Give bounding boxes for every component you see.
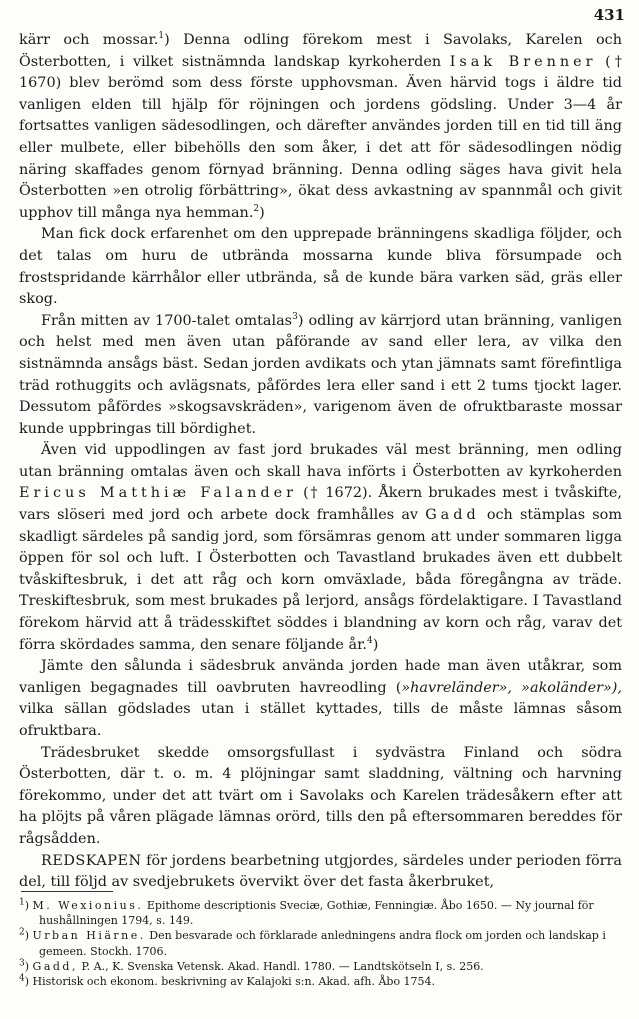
text-run: ) (372, 636, 379, 653)
text-run: Även vid uppodlingen av fast jord brukades väl mest bränning, men odling utan bränning omtalas även och skall hava införts i Österbotten av kyrkoherden (19, 442, 622, 480)
footnote: $^3$) Gadd, P. A., K. Svenska Vetensk. Akad. Handl. 1780. — Landtskötseln I, s. 256. (19, 958, 484, 973)
footnote-mark: 3 (19, 958, 25, 969)
body-text (19, 30, 622, 894)
footnote-ref: 3 (292, 311, 298, 322)
footnote: $^2$) Urban Hiärne. Den besvarade och förklarade anledningens andra flock om jorden och landskap i gemeen. Stockh. 1706. (19, 927, 606, 958)
footnote-ref: 1 (158, 31, 165, 42)
text-run: kärr och mossar. (19, 32, 159, 48)
paragraph-6: Trädesbruket skedde omsorgsfullast i sydvästra Finland och södra Österbotten, där t. o. m. 4 plöjningar samt sladdning, vältning och harvning förekommo, under det att tvärt om i Savolaks och Karelen trädesåkern efter att ha plöjts på våren plägade lämnas orörd, tills den på eftersommaren bereddes för rågsådden. (19, 744, 622, 847)
footnote-text: Epithome descriptionis Sveciæ, Gothiæ, Fenningiæ. Åbo 1650. — Ny journal för hushållningen 1794, s. 149. (39, 899, 594, 928)
text-run: ) (259, 204, 265, 221)
paragraph-5 (19, 656, 622, 742)
footnotes (19, 898, 622, 989)
text-run: ) Denna odling förekom mest i Savolaks, Karelen och Österbotten, i vilket sistnämnda landskap kyrkoherden (19, 32, 622, 70)
author-name: Urban Hiärne. (32, 929, 146, 943)
paragraph-2: Man fick dock erfarenhet om den upprepade bränningens skadliga följder, och det talas om huru de utbrända mossarna kunde bliva försumpade och frostspridande kärrhålor eller utbrända, så de kunde bära varken säd, gräs eller skog. (19, 226, 622, 308)
text-run: ) odling av kärrjord utan bränning, vanligen och helst med men även utan påförande av sand eller lera, av vilka den sistnämnda ansågs bäst. Sedan jorden avdikats och ytan jämnats samt förefintliga träd rothuggits och avlägsnats, påfördes lera eller sand i ett 2 tums tjockt lager. Dessutom påfördes »skogsavskräden», varigenom även de ofruktbaraste mossar kunde uppbringas till bördighet. (19, 312, 622, 437)
paragraph-7 (19, 851, 622, 894)
footnote-ref: 4 (366, 635, 373, 646)
text-run: Från mitten av 1700-talet omtalas (41, 312, 293, 329)
text-run: († 1670) blev berömd som dess förste upphovsman. Även härvid togs i äldre tid vanligen elden till hjälp för röjningen och jordens gödsling. Under 3—4 år fortsattes vanligen sädesodlingen, och därefter användes jorden till en tid till äng eller mulbete, eller bibehölls den som åker, i det att för sädesodlingen nödig näring skaffades genom förnyad bränning. Denna odling säges hava givit hela Österbotten »en otrolig förbättring», ökat dess avkastning av spannmål och givit upphov till många nya hemman. (19, 53, 622, 221)
footnote-divider (21, 891, 113, 892)
section-lead: REDSKAPEN (41, 852, 142, 869)
text-run: vilka sällan gödslades utan i stället kyttades, tills de måste lämnas såsom ofruktbara. (19, 701, 622, 739)
author-name: Gadd, (32, 959, 78, 973)
footnote-ref: 2 (253, 203, 260, 214)
footnote-text: Den besvarade och förklarade anledningens andra flock om jorden och landskap i gemeen. Stockh. 1706. (39, 929, 606, 958)
footnote-mark: 2 (19, 927, 25, 938)
footnote-mark: 1 (19, 897, 25, 908)
person-name: Isak Brenner (449, 53, 597, 70)
italic-run: »havreländer», »akoländer»), (401, 679, 622, 696)
text-run: Jämte den sålunda i sädesbruk använda jorden hade man även utåkrar, som vanligen begagnades till oavbruten havreodling ( (19, 658, 622, 696)
page-number: 431 (593, 6, 625, 24)
paragraph-3 (19, 311, 622, 441)
footnote-mark: 4 (19, 973, 25, 984)
paragraph-1 (19, 30, 622, 224)
person-name: Gadd (425, 507, 480, 524)
person-name: Ericus Matthiæ Falander (19, 485, 297, 502)
author-name: M. Wexionius. (32, 899, 144, 912)
footnote: $^1$) M. Wexionius. Epithome descriptionis Sveciæ, Gothiæ, Fenningiæ. Åbo 1650. — Ny journal för hushållningen 1794, s. 149. (19, 897, 594, 928)
text-run: († 1672). Åkern brukades mest i tvåskifte, vars slöseri med jord och arbete dock framhålles av (19, 485, 622, 524)
paragraph-4 (19, 440, 622, 656)
footnote: $^4$) Historisk och ekonom. beskrivning av Kalajoki s:n. Akad. afh. Åbo 1754. (19, 973, 436, 989)
footnote-text: Historisk och ekonom. beskrivning av Kalajoki s:n. Akad. afh. Åbo 1754. (29, 975, 436, 989)
text-run: och stämplas som skadligt särdeles på sandig jord, som försämras genom att under sommaren ligga öppen för sol och luft. I Österbotten och Tavastland brukades även ett dubbelt tvåskiftesbruk, i det att råg och korn omväxlade, båda föregångna av träde. Treskiftesbruk, som mest brukades på lerjord, ansågs fördelaktigare. I Tavastland förekom härvid att å trädesskiftet söddes i blandning av korn och råg, varav det förra skördades samma, den senare följande år. (19, 507, 622, 653)
footnote-text: P. A., K. Svenska Vetensk. Akad. Handl. 1780. — Landtskötseln I, s. 256. (77, 959, 484, 973)
text-run: för jordens bearbetning utgjordes, särdeles under perioden förra del, till följd av svedjebrukets övervikt över det fasta åkerbruket, (19, 852, 622, 891)
